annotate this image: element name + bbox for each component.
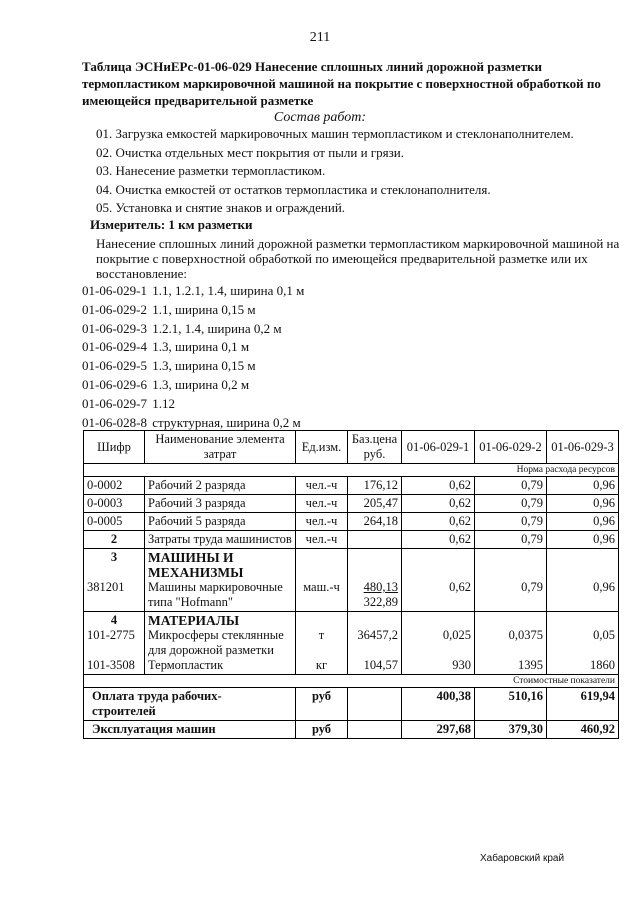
resource-table — [83, 430, 619, 739]
cell-price — [348, 531, 402, 549]
section-number: 3 — [110, 550, 118, 564]
code-item — [82, 338, 622, 357]
cell-v2: 0,0375 1395 — [475, 612, 547, 675]
cell-v2: 0,79 — [475, 549, 547, 612]
total-unit: руб — [296, 688, 348, 721]
total-name: Эксплуатация машин — [84, 721, 296, 739]
section-title: МАШИНЫ И МЕХАНИЗМЫ — [148, 550, 244, 580]
cell-v2: 0,79 — [475, 477, 547, 495]
code-text: 1.3, ширина 0,15 м — [152, 358, 256, 374]
total-price — [348, 688, 402, 721]
code-text: 1.12 — [152, 395, 175, 411]
code-id: 01-06-029-7 — [82, 395, 147, 411]
total-v2: 510,16 — [475, 688, 547, 721]
code-text: 1.1, ширина 0,15 м — [152, 301, 256, 317]
code-id: 01-06-029-3 — [82, 320, 147, 336]
material-code: 101-2775 — [87, 628, 135, 642]
cell-unit: чел.-ч — [296, 477, 348, 495]
total-v1: 400,38 — [402, 688, 475, 721]
total-v3: 619,94 — [547, 688, 619, 721]
cell-v3: 0,96 — [547, 477, 619, 495]
section-title: МАТЕРИАЛЫ — [148, 613, 240, 628]
cell-v3: 0,96 — [547, 549, 619, 612]
cell-unit: маш.-ч — [296, 549, 348, 612]
table-header-row — [84, 431, 619, 464]
cell-price: 264,18 — [348, 513, 402, 531]
code-id: 01-06-028-8 — [82, 414, 147, 430]
totals-row — [84, 721, 619, 739]
materials-block-code — [84, 612, 145, 675]
code-item — [82, 357, 622, 376]
table-row — [84, 495, 619, 513]
material-name: Микросферы стеклянные для дорожной разметки — [148, 628, 284, 657]
header-code: Шифр — [84, 431, 145, 464]
cell-name: Рабочий 5 разряда — [145, 513, 296, 531]
header-col1: 01-06-029-1 — [402, 431, 475, 464]
cell-unit: чел.-ч — [296, 495, 348, 513]
machine-name: Машины маркировочные типа "Hofmann" — [148, 580, 283, 609]
totals-row — [84, 688, 619, 721]
code-text: 1.3, ширина 0,2 м — [152, 376, 250, 392]
total-v1: 297,68 — [402, 721, 475, 739]
work-item: 02. Очистка отдельных мест покрытия от пыли и грязи. — [96, 144, 404, 160]
cell-code: 2 — [84, 531, 145, 549]
section-number: 4 — [110, 613, 118, 627]
measurer: Измеритель: 1 км разметки — [90, 217, 253, 232]
cell-v3: 0,96 — [547, 513, 619, 531]
cell-code: 0-0003 — [84, 495, 145, 513]
header-price: Баз.цена руб. — [348, 431, 402, 464]
cell-v3: 0,05 1860 — [547, 612, 619, 675]
materials-block-name — [145, 612, 296, 675]
code-id: 01-06-029-1 — [82, 283, 147, 298]
materials-section-row — [84, 612, 619, 675]
code-id: 01-06-029-6 — [82, 376, 147, 392]
header-name: Наименование элемента затрат — [145, 431, 296, 464]
code-text: 1.3, ширина 0,1 м — [152, 339, 250, 355]
cell-v3: 0,96 — [547, 495, 619, 513]
cost-label-row — [84, 675, 619, 688]
cell-v1: 0,62 — [402, 531, 475, 549]
norm-label: Норма расхода ресурсов — [84, 464, 619, 477]
cell-unit: чел.-ч — [296, 513, 348, 531]
material-name: Термопластик — [148, 658, 224, 672]
header-col2: 01-06-029-2 — [475, 431, 547, 464]
total-v2: 379,30 — [475, 721, 547, 739]
table-row — [84, 513, 619, 531]
cell-v1: 0,62 — [402, 513, 475, 531]
header-unit: Ед.изм. — [296, 431, 348, 464]
header-col3: 01-06-029-3 — [547, 431, 619, 464]
footer-region: Хабаровский край — [480, 853, 565, 864]
work-item: 03. Нанесение разметки термопластиком. — [96, 163, 326, 178]
machine-price-top: 480,13 — [363, 580, 398, 594]
code-item — [82, 282, 622, 301]
cell-price: 36457,2 104,57 — [348, 612, 402, 675]
total-v3: 460,92 — [547, 721, 619, 739]
cell-unit: т кг — [296, 612, 348, 675]
code-id: 01-06-029-2 — [82, 301, 147, 317]
cell-v2: 0,79 — [475, 495, 547, 513]
cost-label: Стоимостные показатели — [84, 675, 619, 688]
code-item — [82, 376, 622, 395]
cell-name: Рабочий 3 разряда — [145, 495, 296, 513]
cell-v3: 0,96 — [547, 531, 619, 549]
norm-label-row — [84, 464, 619, 477]
table-row — [84, 477, 619, 495]
machines-block-name — [145, 549, 296, 612]
labor-row — [84, 531, 619, 549]
code-text: 1.2.1, 1.4, ширина 0,2 м — [152, 320, 282, 336]
works-list — [96, 125, 636, 218]
machine-price-bottom: 322,89 — [363, 595, 398, 609]
work-item: 01. Загрузка емкостей маркировочных машин термопластиком и стеклонаполнителем. — [96, 126, 574, 141]
total-name: Оплата труда рабочих-строителей — [84, 688, 296, 721]
cell-name: Затраты труда машинистов — [145, 531, 296, 549]
composition-heading: Состав работ: — [273, 110, 367, 125]
cell-name: Рабочий 2 разряда — [145, 477, 296, 495]
cell-v2: 0,79 — [475, 513, 547, 531]
description: Нанесение сплошных линий дорожной разметки термопластиком маркировочной машиной на покрытие с поверхностной обработкой по имеющейся предварительной разметке или их восстановление: — [96, 236, 620, 281]
total-price — [348, 721, 402, 739]
page-number: 211 — [309, 30, 331, 45]
machines-block-code — [84, 549, 145, 612]
table-title: Таблица ЭСНиЕРс-01-06-029 Нанесение сплошных линий дорожной разметки термопластиком маркировочной машиной на покрытие с поверхностной обработкой по имеющейся предварительной разметке — [82, 59, 601, 108]
cell-price — [348, 549, 402, 612]
cell-v1: 0,62 — [402, 477, 475, 495]
code-id: 01-06-029-5 — [82, 358, 147, 374]
machines-section-row — [84, 549, 619, 612]
codes-list — [82, 282, 622, 432]
code-item — [82, 301, 622, 320]
cell-v1: 0,62 — [402, 495, 475, 513]
cell-v1: 0,025 930 — [402, 612, 475, 675]
work-item: 05. Установка и снятие знаков и ограждений. — [96, 200, 346, 215]
code-item — [82, 395, 622, 414]
machine-code: 381201 — [87, 580, 125, 594]
code-id: 01-06-029-4 — [82, 339, 147, 355]
cell-v2: 0,79 — [475, 531, 547, 549]
cell-code: 0-0002 — [84, 477, 145, 495]
cell-code: 0-0005 — [84, 513, 145, 531]
cell-price: 205,47 — [348, 495, 402, 513]
code-item — [82, 320, 622, 339]
code-text: структурная, ширина 0,2 м — [152, 414, 301, 430]
code-text: 1.1, 1.2.1, 1.4, ширина 0,1 м — [152, 283, 305, 298]
material-code: 101-3508 — [87, 658, 135, 672]
cell-unit: чел.-ч — [296, 531, 348, 549]
cell-price: 176,12 — [348, 477, 402, 495]
work-item: 04. Очистка емкостей от остатков термопластика и стеклонаполнителя. — [96, 181, 491, 197]
total-unit: руб — [296, 721, 348, 739]
cell-v1: 0,62 — [402, 549, 475, 612]
